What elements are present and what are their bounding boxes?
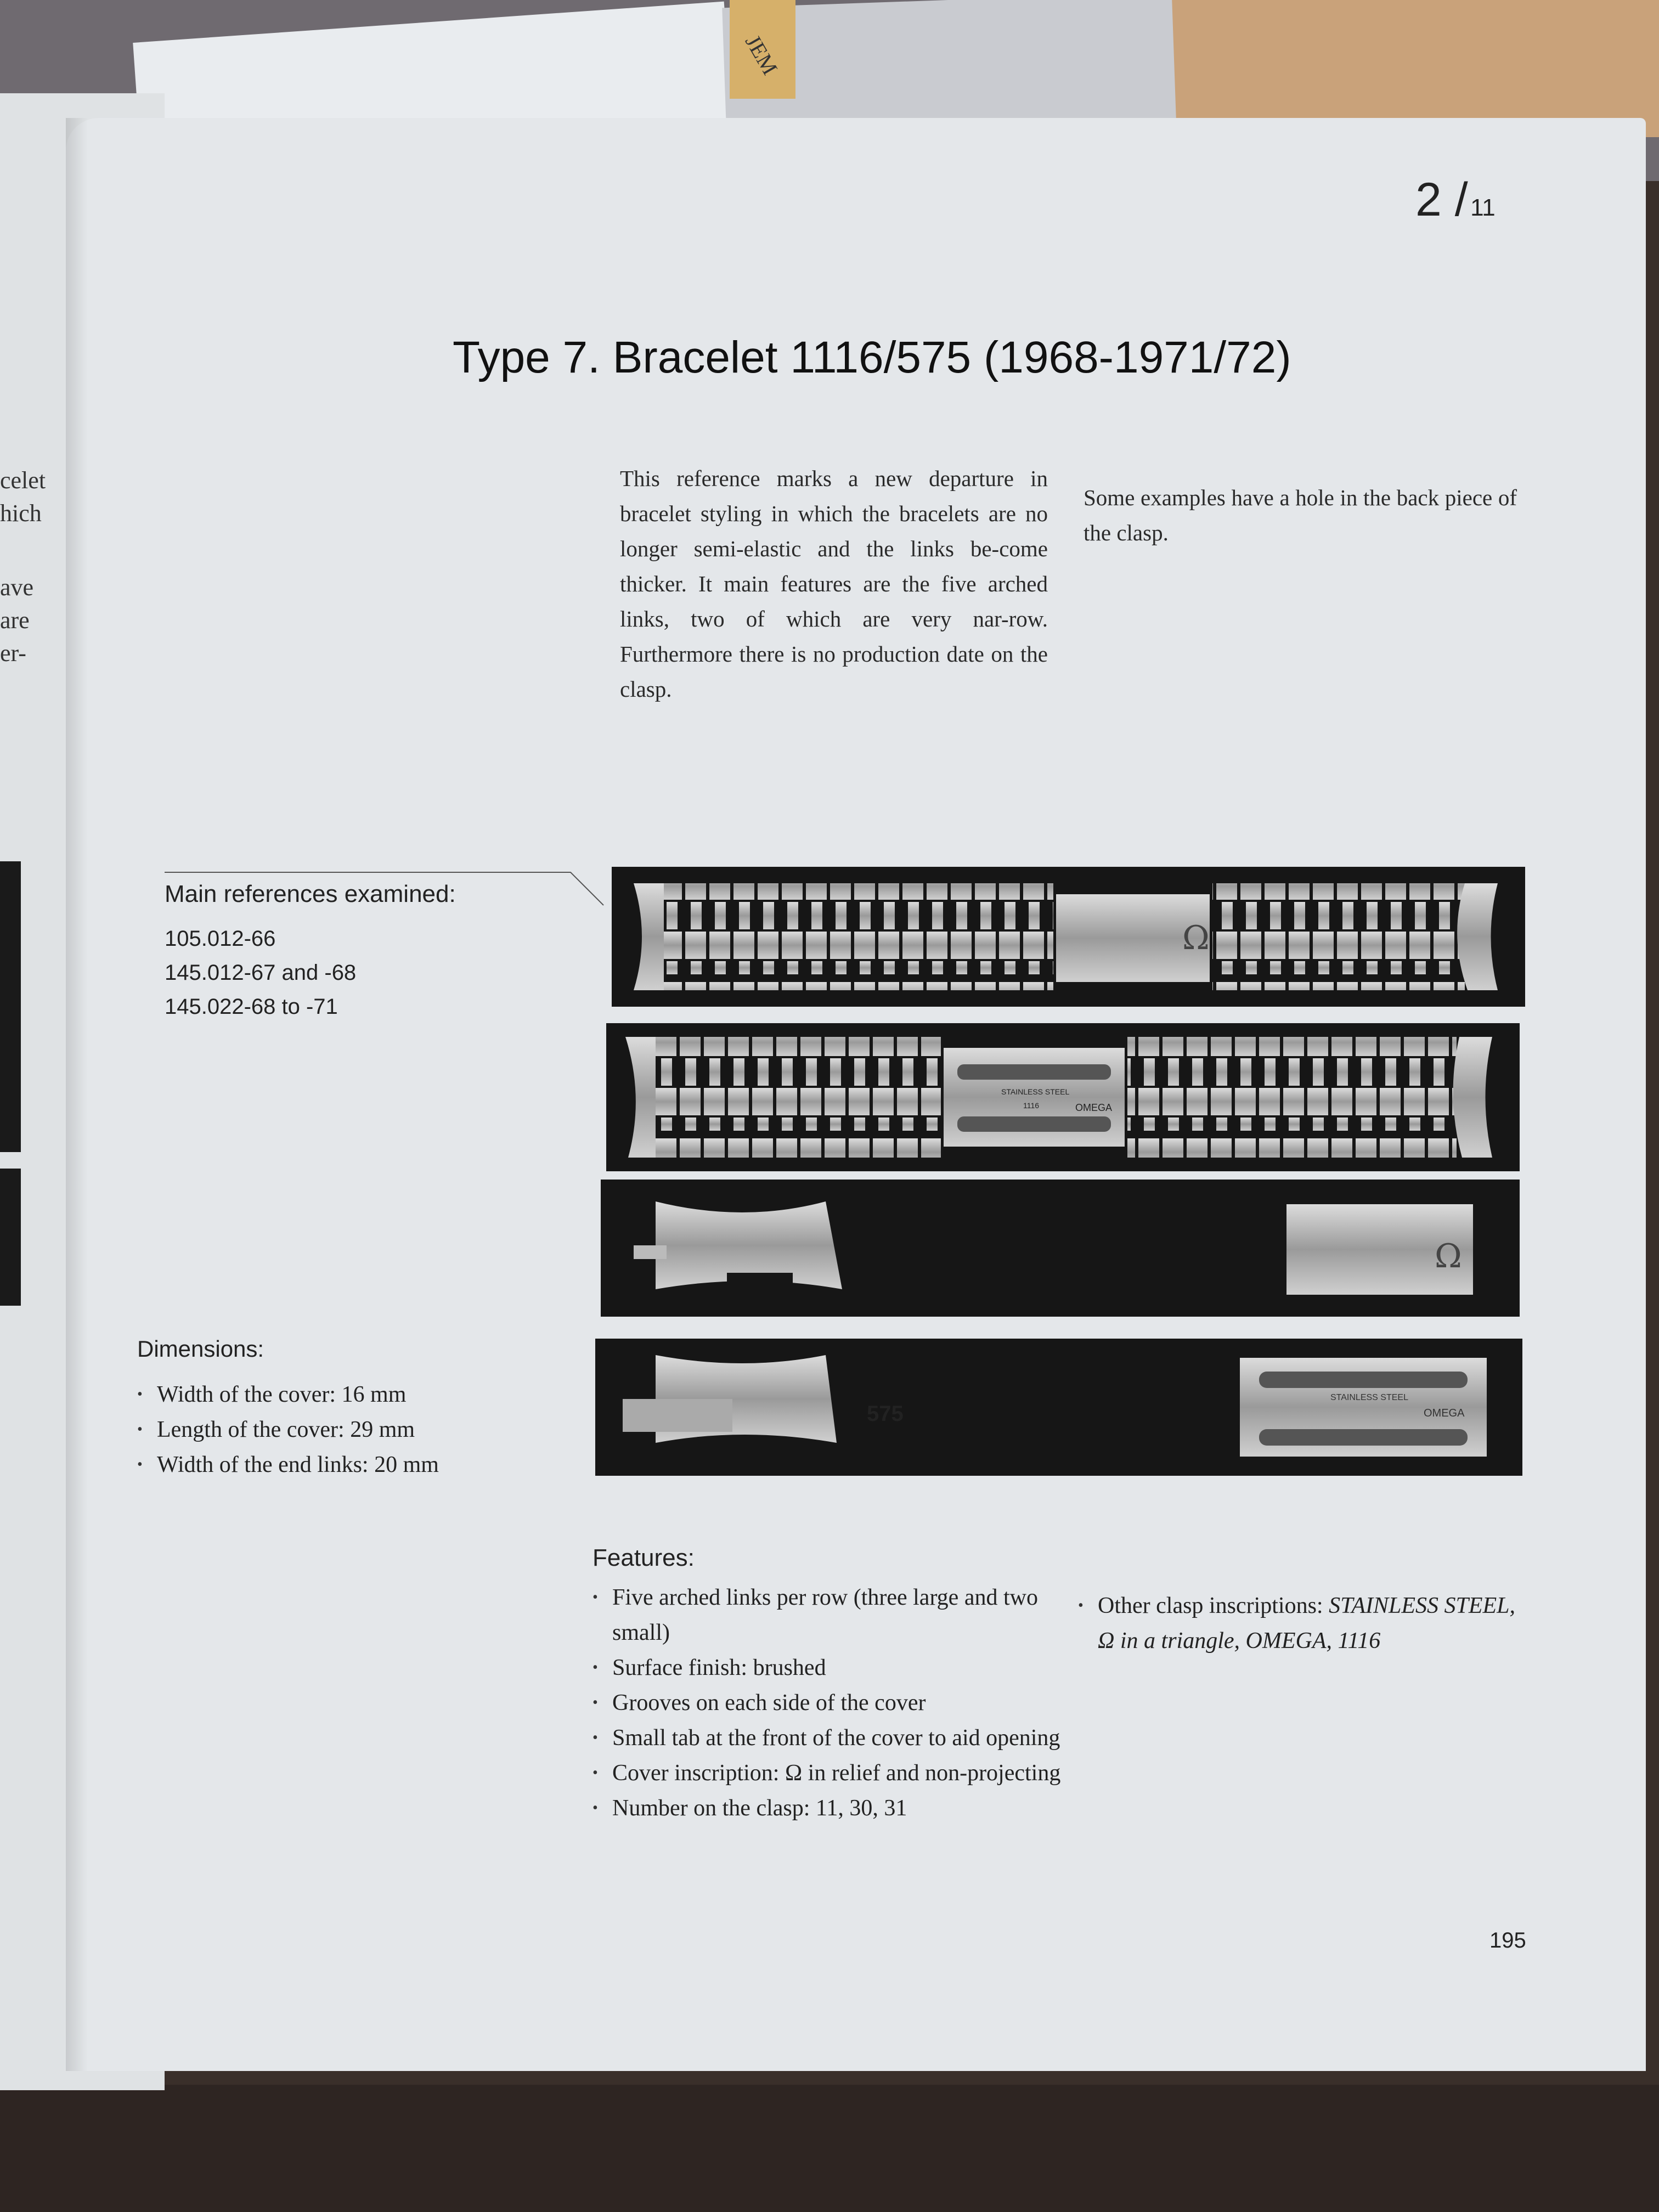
book-page xyxy=(66,118,1646,2071)
left-page-text: hich xyxy=(0,500,42,527)
page-title: Type 7. Bracelet 1116/575 (1968-1971/72) xyxy=(453,332,1291,382)
endlink-illustration xyxy=(601,1180,1520,1317)
book-spine-text: JEM xyxy=(740,31,783,79)
clasp-inscription-text: OMEGA xyxy=(1424,1407,1465,1419)
feature-item: • Number on the clasp: 11, 30, 31 xyxy=(592,1791,1064,1826)
svg-text:Ω: Ω xyxy=(1435,1237,1462,1276)
book-spine xyxy=(730,0,795,99)
section-marker xyxy=(1415,173,1496,227)
bracelet-photo-back xyxy=(606,1023,1520,1171)
left-page-text: are xyxy=(0,607,30,634)
side-note: Some examples have a hole in the back piece of the clasp. xyxy=(1084,485,1517,545)
bracelet-back-illustration xyxy=(606,1023,1520,1171)
dimensions-title: Dimensions: xyxy=(137,1336,264,1362)
left-page-text: ave xyxy=(0,574,34,601)
left-page-photo xyxy=(0,1169,21,1306)
book-spine-label xyxy=(730,0,795,99)
clasp-inner-photo xyxy=(595,1339,1522,1476)
feature-item: • Five arched links per row (three large and two small) xyxy=(592,1580,1064,1650)
other-clasp-value: STAINLESS STEEL, Ω in a triangle, OMEGA, 1116 xyxy=(1098,1593,1516,1654)
page-gutter-shadow xyxy=(66,118,88,2071)
section-marker-main: 2 / xyxy=(1415,173,1468,226)
bracelet-photo-top xyxy=(612,867,1525,1007)
left-page-text: celet xyxy=(0,467,46,494)
dimension-item: • Width of the end links: 20 mm xyxy=(137,1447,439,1482)
dimension-item: • Length of the cover: 29 mm xyxy=(137,1412,439,1447)
clasp-inscription-text: OMEGA xyxy=(1075,1102,1113,1113)
references-list xyxy=(165,922,356,1024)
page-number: 195 xyxy=(1489,1928,1526,1953)
endlink-photo xyxy=(601,1180,1520,1317)
features-list-secondary xyxy=(1078,1588,1528,1658)
background-wood xyxy=(1097,0,1659,137)
dimensions-list xyxy=(137,1377,439,1482)
clasp-inscription-text: STAINLESS STEEL xyxy=(1001,1087,1070,1096)
reference-item: 145.022-68 to -71 xyxy=(165,995,338,1019)
endlink-number: 575 xyxy=(867,1402,904,1426)
left-page-photo xyxy=(0,1015,21,1152)
intro-paragraph: This reference marks a new departure in bracelet styling in which the bracelets are no longer semi-elastic and the links be-come thicker. It main features are the five arched links, two of which are very nar-row. Furthermore there is no production date on the clasp. xyxy=(620,466,1048,702)
clasp-inscription-text: STAINLESS STEEL xyxy=(1330,1393,1408,1402)
reference-item: 145.012-67 and -68 xyxy=(165,961,357,985)
feature-item: • Cover inscription: Ω in relief and non-projecting xyxy=(592,1756,1064,1791)
bracelet-top-illustration xyxy=(612,867,1525,1007)
svg-text:Ω: Ω xyxy=(1182,919,1210,957)
features-title: Features: xyxy=(592,1544,695,1571)
background-table xyxy=(0,2085,1659,2212)
clasp-inscription-text: 1116 xyxy=(1023,1101,1040,1110)
reference-item: 105.012-66 xyxy=(165,927,276,951)
features-list xyxy=(592,1580,1064,1826)
left-page-text: er- xyxy=(0,640,26,667)
feature-item: • Surface finish: brushed xyxy=(592,1650,1064,1685)
clasp-inner-illustration xyxy=(595,1339,1522,1476)
section-marker-sub: 11 xyxy=(1470,194,1496,221)
other-clasp-label: Other clasp inscriptions: xyxy=(1098,1593,1329,1618)
references-title: Main references examined: xyxy=(165,881,456,907)
dimension-item: • Width of the cover: 16 mm xyxy=(137,1377,439,1412)
feature-item: • Grooves on each side of the cover xyxy=(592,1685,1064,1720)
feature-item xyxy=(1078,1588,1528,1658)
feature-item: • Small tab at the front of the cover to aid opening xyxy=(592,1720,1064,1756)
